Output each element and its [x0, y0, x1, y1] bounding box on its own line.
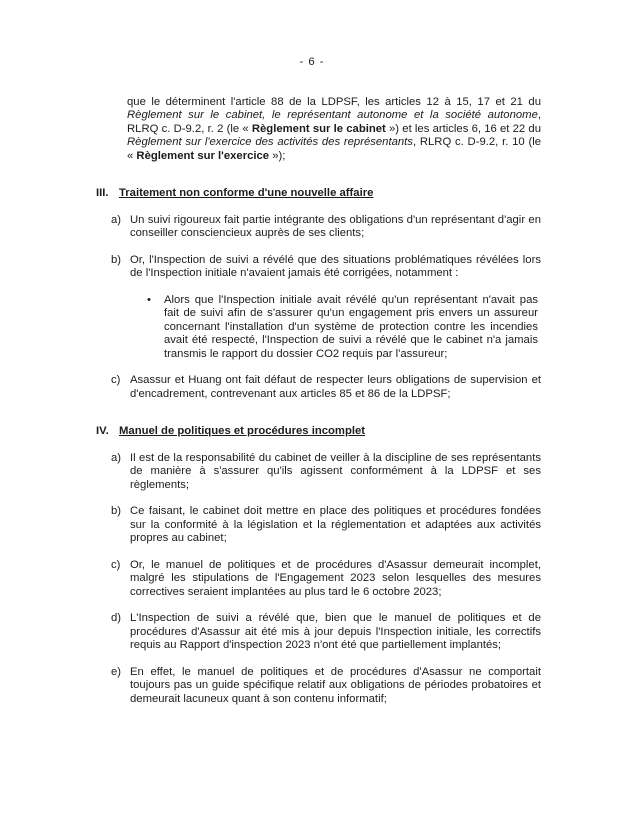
list-item-iv-b — [111, 505, 541, 546]
item-text: Or, l'Inspection de suivi a révélé que des situations problématiques révélées lors de l'Inspection initiale n'avaient jamais été corrigées, notamment : — [130, 253, 541, 279]
section-title: Manuel de politiques et procédures incomplet — [119, 425, 366, 437]
section-number: III. — [96, 187, 109, 199]
section-heading-iv — [96, 425, 541, 439]
intro-run-5: »); — [269, 149, 286, 162]
item-label: a) — [111, 451, 122, 464]
bullet-item — [147, 294, 538, 362]
section-title: Traitement non conforme d'une nouvelle affaire — [119, 187, 374, 199]
intro-run-italic-2: Règlement sur l'exercice des activités des représentants — [127, 136, 413, 148]
intro-run-3: ») et les articles 6, 16 et 22 du — [385, 122, 541, 135]
item-text: Asassur et Huang ont fait défaut de respecter leurs obligations de supervision et d'encadrement, contrevenant aux articles 85 et 86 de la LDPSF; — [130, 374, 541, 400]
item-label: c) — [111, 374, 121, 386]
list-item-iv-e — [111, 666, 541, 707]
intro-run-bold-1: Règlement sur le cabinet — [251, 122, 386, 135]
section-heading-iii — [96, 187, 541, 201]
bullet-text: Alors que l'Inspection initiale avait révélé qu'un représentant n'avait pas fait de suivi afin de s'assurer qu'un engagement pris envers un assureur concernant l'installation d'un système de protection contre les incendies avait été respecté, l'Inspection de suivi a révélé que le cabinet n'a jamais transmis le rapport du dossier CO2 requis par l'assureur; — [164, 293, 538, 360]
item-label: b) — [111, 253, 122, 266]
item-text: Un suivi rigoureux fait partie intégrante des obligations d'un représentant d'agir en conseiller consciencieux auprès de ses clients; — [130, 213, 541, 239]
list-item-iv-d — [111, 612, 541, 653]
item-label: c) — [111, 558, 121, 571]
list-item-iii-b — [111, 254, 541, 281]
intro-run-italic-1: Règlement sur le cabinet, le représentant autonome et la société autonome — [127, 109, 538, 121]
list-item-iv-a — [111, 452, 541, 493]
bullet-icon: • — [147, 293, 151, 306]
item-text: Or, le manuel de politiques et de procédures d'Asassur demeurait incomplet, malgré les stipulations de l'Engagement 2023 selon lesquelles des mesures correctives seraient implantées au plus tard le 6 octobre 2023; — [130, 558, 541, 598]
item-label: b) — [111, 505, 122, 517]
list-item-iii-a — [111, 214, 541, 241]
list-item-iii-c — [111, 374, 541, 401]
intro-paragraph — [127, 96, 541, 164]
item-text: L'Inspection de suivi a révélé que, bien que le manuel de politiques et de procédures d'Asassur ait été mis à jour depuis l'Inspection initiale, les correctifs requis au Rapport d'inspection 2023 n'ont été que partiellement implantés; — [130, 612, 541, 651]
item-label: e) — [111, 665, 122, 678]
intro-run-2: , RLRQ c. D-9.2, r. 2 (le « — [127, 109, 541, 135]
intro-run-bold-2: Règlement sur l'exercice — [136, 149, 270, 162]
item-text: En effet, le manuel de politiques et de procédures d'Asassur ne comportait toujours pas un guide spécifique relatif aux obligations de périodes probatoires et demeurait lacuneux quant à son contenu informatif; — [130, 665, 541, 705]
page-number: - 6 - — [299, 56, 325, 68]
intro-run-1: que le déterminent l'article 88 de la LDPSF, les articles 12 à 15, 17 et 21 du — [127, 95, 541, 108]
intro-run-4: , RLRQ c. D-9.2, r. 10 (le « — [127, 136, 541, 162]
section-number: IV. — [96, 425, 109, 437]
list-item-iv-c — [111, 559, 541, 600]
item-label: a) — [111, 213, 122, 226]
item-text: Ce faisant, le cabinet doit mettre en place des politiques et procédures fondées sur la conformité à la législation et la réglementation et adaptées aux activités propres au cabinet; — [130, 505, 541, 544]
item-label: d) — [111, 612, 122, 624]
item-text: Il est de la responsabilité du cabinet de veiller à la discipline de ses représentants de manière à s'assurer qu'ils agissent conformément à la LDPSF et ses règlements; — [130, 451, 541, 491]
